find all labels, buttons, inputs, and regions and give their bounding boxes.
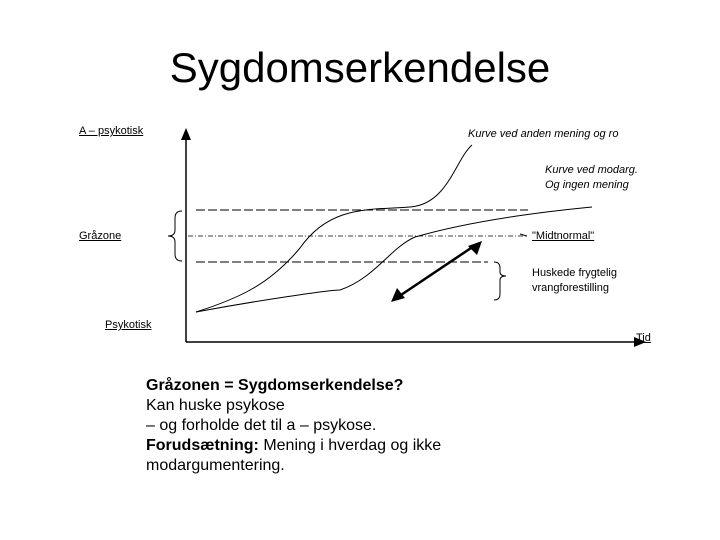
memory-brace	[494, 262, 506, 300]
curve-other-label: Kurve ved anden mening og ro	[468, 128, 619, 140]
memory-label-1: Huskede frygtelig	[532, 267, 617, 279]
y-axis-top-label: A – psykotisk	[79, 125, 144, 137]
memory-label-2: vrangforestilling	[532, 282, 610, 294]
notes-line-1	[146, 376, 566, 396]
double-arrow-head-top	[468, 241, 482, 255]
mid-normal-label: "Midtnormal"	[532, 230, 595, 242]
notes-line-4-rest: Mening i hverdag og ikke	[258, 437, 442, 454]
notes-line-2: Kan huske psykose	[146, 397, 285, 414]
notes-line-3: – og forholde det til a – psykose.	[146, 417, 377, 434]
notes-line-4-bold: Forudsætning:	[146, 437, 259, 454]
notes-line-4	[146, 436, 566, 456]
curve-counter-label-2: Og ingen mening	[545, 179, 629, 191]
grey-zone-label: Gråzone	[79, 230, 122, 242]
psychotic-label: Psykotisk	[105, 319, 152, 331]
y-axis-arrowhead	[181, 128, 191, 140]
notes-line-1-bold: Gråzonen = Sygdomserkendelse?	[146, 377, 404, 394]
curve-counter-label-1: Kurve ved modarg.	[545, 164, 638, 176]
time-axis-label: Tid	[636, 332, 651, 344]
slide-title: Sygdomserkendelse	[169, 44, 551, 91]
notes-block	[146, 376, 566, 476]
double-arrow-line	[398, 246, 474, 297]
grey-zone-brace	[168, 211, 182, 261]
notes-line-5: modargumentering.	[146, 457, 285, 474]
curve-other-meaning	[196, 145, 472, 312]
